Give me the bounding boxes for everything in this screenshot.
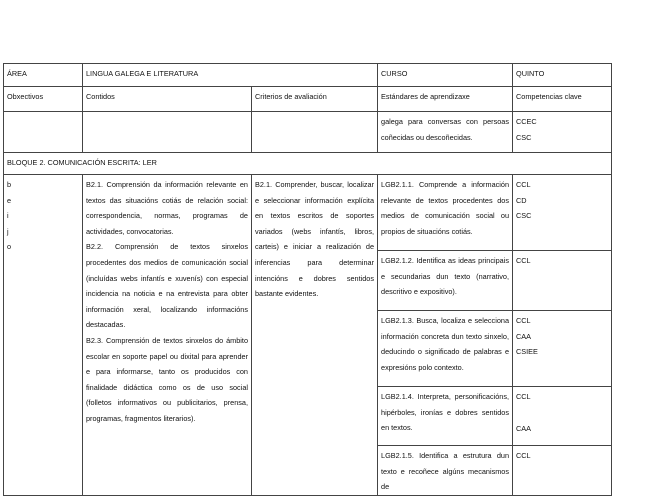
objective-letter: j [7, 226, 9, 236]
objective-letter: b [7, 180, 12, 189]
contents-cell [83, 175, 252, 496]
curso-value: QUINTO [513, 64, 612, 87]
curso-label: CURSO [378, 64, 513, 87]
competence-code: CCL [516, 256, 531, 265]
block-title: BLOQUE 2. COMUNICACIÓN ESCRITA: LER [4, 153, 612, 175]
competence-code: CCEC [516, 117, 537, 126]
standard-competences [513, 446, 612, 496]
standard-competences [513, 387, 612, 446]
standard-competences [513, 175, 612, 251]
competence-code: CCL [516, 451, 531, 460]
competence-code: CSIEE [516, 347, 538, 357]
continuation-row [4, 112, 612, 153]
column-header-row [4, 87, 612, 112]
col-standards: Estándares de aprendizaxe [378, 87, 513, 112]
standard-text: LGB2.1.5. Identifica a estrutura dun texto e recoñece algúns mecanismos de [378, 446, 513, 496]
standard-competences [513, 251, 612, 311]
area-label: ÁREA [4, 64, 83, 87]
standard-competences [513, 311, 612, 387]
header-row [4, 64, 612, 87]
col-competences: Competencias clave [513, 87, 612, 112]
competence-code: CSC [516, 211, 532, 221]
objective-letter: o [7, 242, 12, 252]
standard-text: LGB2.1.1. Comprende a información relevante de textos procedentes dos medios de comunicación social ou propios de situacións cotiás. [378, 175, 513, 251]
block-row [4, 175, 612, 251]
col-objectives: Obxectivos [4, 87, 83, 112]
competence-code: CCL [516, 180, 531, 189]
competence-code: CCL [516, 392, 531, 401]
content-item: B2.2. Comprensión de textos sinxelos procedentes dos medios de comunicación social (incluídas webs infantís e xuvenís) con especial incidencia na noticia e na entrevista para obter información xeral, localizando informacións destacadas. [86, 242, 248, 330]
curriculum-table [3, 63, 612, 496]
competence-code: CD [516, 195, 527, 205]
block-title-row [4, 153, 612, 175]
col-criteria: Criterios de avaliación [252, 87, 378, 112]
area-value: LINGUA GALEGA E LITERATURA [83, 64, 378, 87]
objective-letter: i [7, 211, 9, 221]
standard-text: LGB2.1.2. Identifica as ideas principais e secundarias dun texto (narrativo, descritivo e expositivo). [378, 251, 513, 311]
objective-letter: e [7, 195, 12, 205]
continuation-competences [513, 112, 612, 153]
standard-text: LGB2.1.4. Interpreta, personificacións, hipérboles, ironías e dobres sentidos en textos. [378, 387, 513, 446]
objectives-cell [4, 175, 83, 496]
standard-text: LGB2.1.3. Busca, localiza e selecciona información concreta dun texto sinxelo, deducindo o significado de palabras e expresións polo contexto. [378, 311, 513, 387]
continuation-standard: galega para conversas con persoas coñecidas ou descoñecidas. [378, 112, 513, 153]
content-item: B2.3. Comprensión de textos sinxelos do ámbito escolar en soporte papel ou dixital para aprender e para informarse, tanto os producidos con finalidade didáctica como os de uso social (folletos informativos ou publicitarios, prensa, programas, fragmentos literarios). [86, 335, 248, 423]
competence-code: CAA [516, 331, 532, 341]
competence-code: CCL [516, 316, 531, 325]
competence-code: CSC [516, 132, 532, 142]
content-item: B2.1. Comprensión da información relevante en textos das situacións cotiás de relación social: correspondencia, normas, programas de actividades, convocatorias. [86, 180, 248, 236]
col-contents: Contidos [83, 87, 252, 112]
criterion-cell: B2.1. Comprender, buscar, localizar e seleccionar información explícita en textos escritos de soportes variados (webs infantís, libros, carteis) e iniciar a realización de inferencias para determinar intencións e dobres sentidos bastante evidentes. [252, 175, 378, 496]
competence-code: CAA [516, 423, 532, 433]
